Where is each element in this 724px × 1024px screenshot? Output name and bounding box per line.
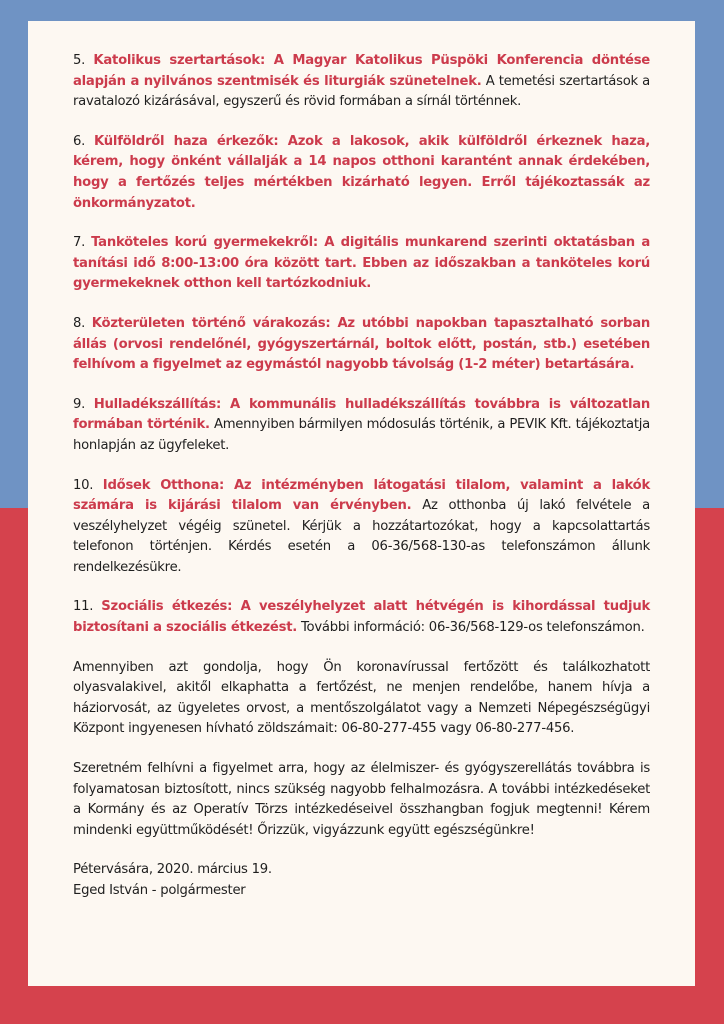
- closing-paragraph: Szeretném felhívni a figyelmet arra, hogy az élelmiszer- és gyógyszerellátás továbbra is folyamatosan biztosított, nincs szükség nagyobb felhalmozásra. A további intézkedéseket a Kormány és az Operatív Törzs intézkedéseivel összhangban fogjuk megtenni! Kérem mindenki együttműködését! Őrizzük, vigyázzunk együtt egészségünkre!: [73, 761, 650, 838]
- item-highlight: Katolikus szertartások: A Magyar Katolikus Püspöki Konferencia döntése alapján a nyilvános szentmisék és liturgiák szünetelnek.: [73, 53, 650, 89]
- item-highlight: Tanköteles korú gyermekekről: A digitális munkarend szerinti oktatásban a tanítási idő 8:00-13:00 óra között tart. Ebben az időszakban a tanköteles korú gyermekeknek otthon kell tartózkodniuk.: [73, 235, 650, 292]
- item-number: 5.: [73, 53, 86, 68]
- item-6: [73, 132, 650, 214]
- item-number: 8.: [73, 315, 86, 331]
- item-8: [73, 314, 650, 376]
- item-text: Az otthonba új lakó felvétele a veszélyhelyzet végéig szünetel. Kérjük a hozzátartozókat, hogy a kapcsolattartás telefonon történjen. Kérdés esetén a 06-36/568-130-as telefonszámon állunk rendelkezésükre.: [73, 498, 650, 575]
- item-10: [73, 476, 650, 579]
- item-highlight: Hulladékszállítás: A kommunális hulladékszállítás továbbra is változatlan formában történik.: [73, 396, 650, 433]
- item-7: [73, 233, 650, 295]
- item-9: [73, 395, 650, 457]
- item-text: A temetési szertartások a ravatalozó kizárásával, egyszerű és rövid formában a sírnál történnek.: [73, 73, 650, 110]
- item-highlight: Közterületen történő várakozás: Az utóbbi napokban tapasztalható sorban állás (orvosi rendelőnél, gyógyszertárnál, boltok előtt, postán, stb.) esetében felhívom a figyelmet az egymástól nagyobb távolság (1-2 méter) betartására.: [73, 315, 650, 373]
- announcement-sheet: [28, 21, 695, 986]
- item-5: [73, 51, 650, 113]
- item-highlight: Idősek Otthona: Az intézményben látogatási tilalom, valamint a lakók számára is kijárási tilalom van érvényben.: [73, 477, 650, 514]
- item-number: 10.: [73, 477, 94, 493]
- item-highlight: Külföldről haza érkezők: Azok a lakosok, akik külföldről érkeznek haza, kérem, hogy önként vállalják a 14 napos otthoni karantént annak érdekében, hogy a fertőzés teljes mértékben kizárható legyen. Erről tájékoztassák az önkormányzatot.: [73, 133, 650, 211]
- item-number: 9.: [73, 396, 86, 412]
- item-11: [73, 597, 650, 638]
- item-highlight: Szociális étkezés: A veszélyhelyzet alatt hétvégén is kihordással tudjuk biztosítani a szociális étkezést.: [73, 599, 650, 636]
- item-number: 11.: [73, 599, 94, 615]
- item-number: 6.: [73, 133, 86, 149]
- item-text: Amennyiben bármilyen módosulás történik, a PEVIK Kft. tájékoztatja honlapján az ügyfeleket.: [73, 417, 650, 453]
- item-number: 7.: [73, 235, 86, 251]
- signature-place-date: Pétervására, 2020. március 19.: [73, 862, 272, 878]
- advice-paragraph: Amennyiben azt gondolja, hogy Ön koronavírussal fertőzött és találkozhatott olyasvalakivel, akitől elkaphatta a fertőzést, ne menjen rendelőbe, hanem hívja a háziorvosát, az ügyeletes orvost, a mentőszolgálatot vagy a Nemzeti Népegészségügyi Központ ingyenesen hívható zöldszámait: 06-80-277-455 vagy 06-80-277-456.: [73, 659, 650, 737]
- item-text: További információ: 06-36/568-129-os telefonszámon.: [300, 620, 645, 636]
- signature-name-title: Eged István - polgármester: [73, 883, 246, 898]
